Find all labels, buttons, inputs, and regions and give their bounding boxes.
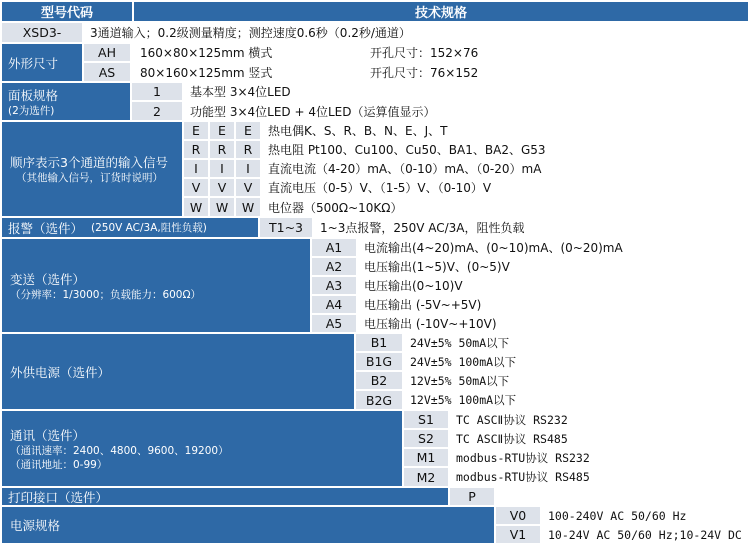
transmit-code-a4: A4 bbox=[312, 296, 356, 313]
shape-code-as: AS bbox=[84, 63, 130, 81]
input-code-r1: R bbox=[184, 141, 208, 158]
panel-label-text: 面板规格 bbox=[8, 87, 59, 103]
alarm-label bbox=[2, 218, 258, 237]
input-code-v1: V bbox=[184, 179, 208, 196]
input-desc-w: 电位器（500Ω~10KΩ） bbox=[262, 198, 748, 216]
input-label-sub: （其他输入信号，订货时说明） bbox=[16, 172, 163, 184]
input-code-e3: E bbox=[236, 122, 260, 139]
shape-cutout-ah: 开孔尺寸：152×76 bbox=[362, 44, 748, 61]
transmit-label bbox=[2, 239, 310, 332]
comm-desc-s1: TC ASCⅡ协议 RS232 bbox=[450, 411, 748, 428]
comm-label-sub1: （通讯速率：2400、4800、9600、19200） bbox=[10, 444, 229, 457]
transmit-label-sub: （分辨率：1/3000；负载能力：600Ω） bbox=[10, 288, 202, 301]
header-spec: 技术规格 bbox=[134, 2, 748, 21]
shape-label bbox=[2, 44, 82, 81]
transmit-desc-a4: 电压输出 (-5V~+5V) bbox=[358, 296, 748, 313]
input-label bbox=[2, 122, 182, 216]
alarm-code: T1~3 bbox=[260, 218, 312, 237]
transmit-label-text: 变送（选件） bbox=[10, 271, 86, 287]
comm-code-m1: M1 bbox=[404, 449, 448, 466]
comm-label-text: 通讯（选件） bbox=[10, 427, 86, 443]
shape-code-ah: AH bbox=[84, 44, 130, 61]
comm-label-sub2: （通讯地址：0-99） bbox=[10, 458, 108, 471]
power-out-desc-b2g: 12V±5% 100mA以下 bbox=[404, 391, 748, 409]
panel-code-2: 2 bbox=[132, 102, 182, 120]
input-code-i2: I bbox=[210, 160, 234, 177]
comm-code-s2: S2 bbox=[404, 430, 448, 447]
model-desc: 3通道输入；0.2级测量精度；测控速度0.6秒（0.2秒/通道） bbox=[84, 23, 748, 42]
power-out-label bbox=[2, 334, 354, 409]
power-out-desc-b1: 24V±5% 50mA以下 bbox=[404, 334, 748, 351]
power-out-code-b1g: B1G bbox=[356, 353, 402, 370]
comm-desc-s2: TC ASCⅡ协议 RS485 bbox=[450, 430, 748, 447]
input-code-w3: W bbox=[236, 198, 260, 216]
power-out-desc-b2: 12V±5% 50mA以下 bbox=[404, 372, 748, 389]
input-code-i3: I bbox=[236, 160, 260, 177]
transmit-code-a5: A5 bbox=[312, 315, 356, 332]
input-code-r3: R bbox=[236, 141, 260, 158]
input-code-i1: I bbox=[184, 160, 208, 177]
input-code-w2: W bbox=[210, 198, 234, 216]
printer-code: P bbox=[450, 488, 494, 505]
alarm-label-text: 报警（选件） bbox=[8, 220, 84, 236]
power-supply-code-v0: V0 bbox=[496, 507, 540, 524]
panel-desc-1: 基本型 3×4位LED bbox=[184, 83, 748, 100]
comm-code-m2: M2 bbox=[404, 468, 448, 486]
power-supply-desc-v0: 100-240V AC 50/60 Hz bbox=[542, 507, 748, 524]
shape-size-as: 80×160×125mm 竖式 bbox=[132, 63, 360, 81]
comm-desc-m2: modbus-RTU协议 RS485 bbox=[450, 468, 748, 486]
input-code-w1: W bbox=[184, 198, 208, 216]
comm-code-s1: S1 bbox=[404, 411, 448, 428]
transmit-code-a2: A2 bbox=[312, 258, 356, 275]
power-supply-desc-v1: 10-24V AC 50/60 Hz;10-24V DC bbox=[542, 526, 748, 543]
power-out-code-b2g: B2G bbox=[356, 391, 402, 409]
input-desc-e: 热电偶K、S、R、B、N、E、J、T bbox=[262, 122, 748, 139]
input-desc-r: 热电阻 Pt100、Cu100、Cu50、BA1、BA2、G53 bbox=[262, 141, 748, 158]
power-out-desc-b1g: 24V±5% 100mA以下 bbox=[404, 353, 748, 370]
transmit-desc-a2: 电压输出(1~5)V、(0~5)V bbox=[358, 258, 748, 275]
transmit-code-a3: A3 bbox=[312, 277, 356, 294]
input-desc-i: 直流电流（4-20）mA、（0-10）mA、（0-20）mA bbox=[262, 160, 748, 177]
power-out-code-b2: B2 bbox=[356, 372, 402, 389]
panel-desc-2: 功能型 3×4位LED + 4位LED（运算值显示） bbox=[184, 102, 748, 120]
power-supply-label bbox=[2, 507, 494, 543]
input-code-e2: E bbox=[210, 122, 234, 139]
printer-empty bbox=[496, 488, 748, 505]
transmit-desc-a3: 电压输出(0~10)V bbox=[358, 277, 748, 294]
comm-label bbox=[2, 411, 402, 486]
power-supply-code-v1: V1 bbox=[496, 526, 540, 543]
model-prefix: XSD3- bbox=[2, 23, 82, 42]
transmit-desc-a5: 电压输出 (-10V~+10V) bbox=[358, 315, 748, 332]
power-out-label-text: 外供电源（选件） bbox=[10, 364, 111, 380]
input-code-v2: V bbox=[210, 179, 234, 196]
header-model-code: 型号代码 bbox=[2, 2, 132, 21]
shape-cutout-as: 开孔尺寸：76×152 bbox=[362, 63, 748, 81]
power-supply-label-text: 电源规格 bbox=[10, 518, 61, 533]
input-label-text: 顺序表示3个通道的输入信号 bbox=[10, 155, 168, 170]
input-code-e1: E bbox=[184, 122, 208, 139]
printer-label bbox=[2, 488, 448, 505]
panel-code-1: 1 bbox=[132, 83, 182, 100]
shape-size-ah: 160×80×125mm 横式 bbox=[132, 44, 360, 61]
transmit-desc-a1: 电流输出(4~20)mA、(0~10)mA、(0~20)mA bbox=[358, 239, 748, 256]
input-code-v3: V bbox=[236, 179, 260, 196]
alarm-label-sub: (250V AC/3A,阻性负载) bbox=[91, 221, 207, 234]
input-desc-v: 直流电压（0-5）V、（1-5）V、（0-10）V bbox=[262, 179, 748, 196]
panel-label bbox=[2, 83, 130, 120]
panel-label-sub: (2为选件) bbox=[8, 104, 55, 117]
power-out-code-b1: B1 bbox=[356, 334, 402, 351]
transmit-code-a1: A1 bbox=[312, 239, 356, 256]
alarm-desc: 1~3点报警，250V AC/3A，阻性负载 bbox=[314, 218, 748, 237]
printer-label-text: 打印接口（选件） bbox=[8, 489, 109, 505]
comm-desc-m1: modbus-RTU协议 RS232 bbox=[450, 449, 748, 466]
shape-label-text: 外形尺寸 bbox=[8, 55, 59, 71]
input-code-r2: R bbox=[210, 141, 234, 158]
